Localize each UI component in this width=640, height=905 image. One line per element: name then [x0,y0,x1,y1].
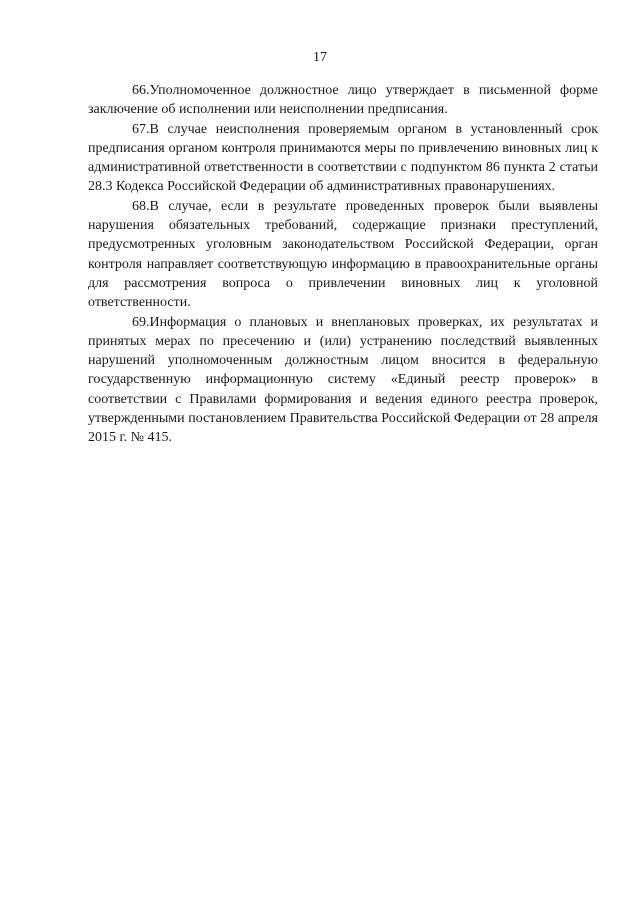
paragraph-68 [88,197,598,313]
paragraph-number: 66. [132,83,150,98]
paragraph-number: 68. [132,198,150,214]
paragraph-text: В случае, если в результате проведенных проверок были выявлены нарушения обязательных требований, содержащие признаки преступлений, предусмотренных уголовным законодательством Российской Федерации, орган контроля направляет соответствующую информацию в правоохранительные органы для рассмотрения вопроса о привлечении виновных лиц к уголовной ответственности. [88,198,598,311]
paragraph-text: В случае неисполнения проверяемым органом в установленный срок предписания органом контроля принимаются меры по привлечению виновных лиц к административной ответственности в соответствии с подпунктом 86 пункта 2 статьи 28.3 Кодекса Российской Федерации об административных правонарушениях. [88,121,598,195]
page-number: 17 [313,50,327,65]
paragraph-number: 67. [132,121,150,137]
paragraph-67 [88,120,598,197]
paragraph-66 [88,81,598,120]
paragraph-69 [88,313,598,448]
paragraph-text: Информация о плановых и внеплановых проверках, их результатах и принятых мерах по пресечению и (или) устранению последствий выявленных нарушений уполномоченным должностным лицом вносится в федеральную государственную информационную систему «Единый реестр проверок» в соответствии с Правилами формирования и ведения единого реестра проверок, утвержденными постановлением Правительства Российской Федерации от 28 апреля 2015 г. № 415. [88,314,598,446]
paragraph-number: 69. [132,314,150,330]
paragraph-text: Уполномоченное должностное лицо утверждает в письменной форме заключение об исполнении или неисполнении предписания. [88,83,598,118]
document-body [88,81,598,448]
